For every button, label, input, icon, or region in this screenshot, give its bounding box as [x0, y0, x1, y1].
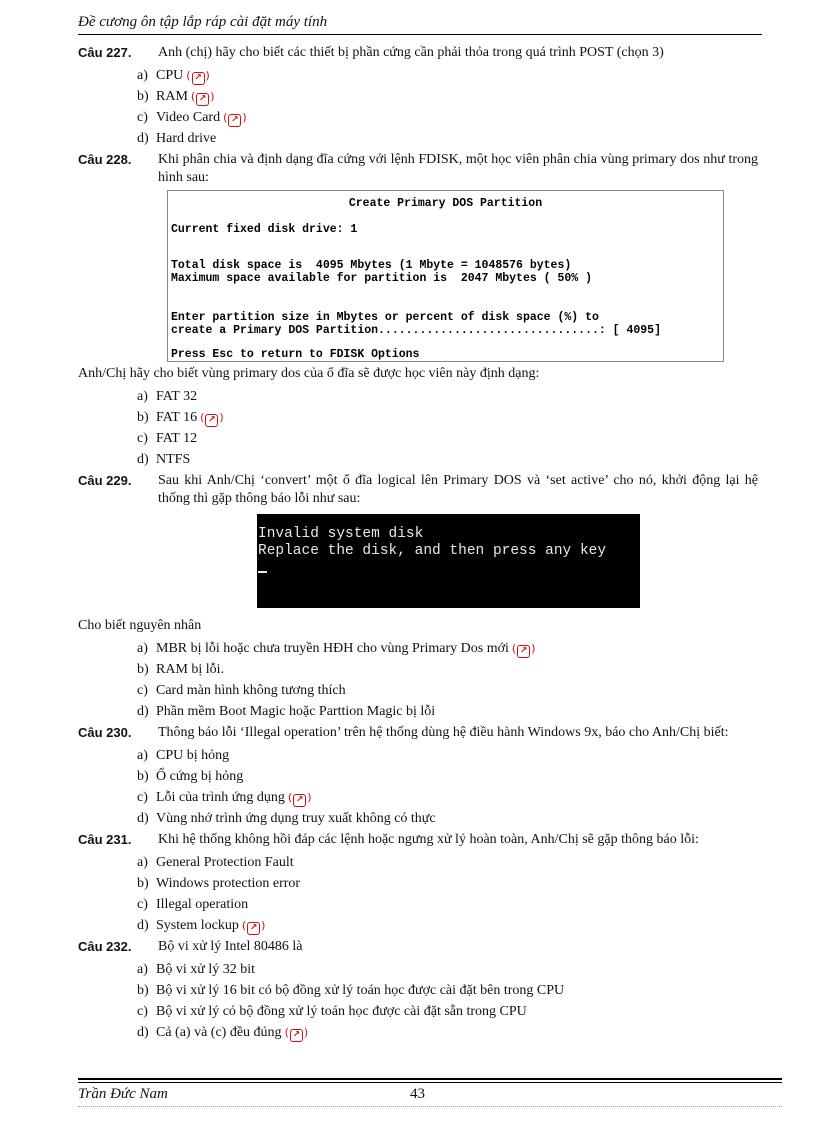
- option-letter: d): [137, 452, 149, 467]
- option-text: FAT 12: [156, 431, 198, 446]
- question-text: Khi phân chia và định dạng đĩa cứng với lệnh FDISK, một học viên phân chia vùng primary dos như trong hình sau:: [158, 152, 758, 185]
- fdisk-line: Press Esc to return to FDISK Options: [171, 348, 420, 361]
- option-text: Video Card: [156, 110, 221, 125]
- question-230: [78, 724, 758, 742]
- question-232: [78, 938, 758, 956]
- option: [78, 873, 758, 894]
- option-letter: d): [137, 131, 149, 146]
- option-text: Bộ vi xử lý 32 bit: [156, 962, 255, 977]
- option-letter: c): [137, 110, 148, 125]
- question-number: Câu 232.: [78, 939, 132, 954]
- option-text: NTFS: [156, 452, 191, 467]
- question-number: Câu 230.: [78, 725, 132, 740]
- correct-answer-icon: ( ↗ ): [241, 919, 266, 933]
- question-229: [78, 472, 758, 508]
- option-text: Phần mềm Boot Magic hoặc Parttion Magic bị lỗi: [156, 704, 436, 719]
- option-letter: c): [137, 431, 148, 446]
- question-227: [78, 44, 758, 62]
- option-text: General Protection Fault: [156, 855, 294, 870]
- correct-answer-icon: ( ↗ ): [186, 69, 210, 83]
- fdisk-line: Maximum space available for partition is 2047 Mbytes ( 50% ): [171, 272, 592, 285]
- option: [78, 915, 758, 936]
- question-228: [78, 151, 758, 187]
- option-text: Windows protection error: [156, 876, 301, 891]
- option-letter: a): [137, 68, 148, 83]
- question-text: Bộ vi xử lý Intel 80486 là: [158, 939, 303, 954]
- fdisk-line: Enter partition size in Mbytes or percent of disk space (%) to: [171, 311, 599, 324]
- question-number: Câu 227.: [78, 45, 132, 60]
- option-letter: d): [137, 1025, 149, 1040]
- correct-answer-icon: ( ↗ ): [287, 791, 312, 805]
- option-text: Hard drive: [156, 131, 217, 146]
- correct-answer-icon: ( ↗ ): [190, 90, 215, 104]
- footer-rule: [78, 1082, 782, 1083]
- question-231: [78, 831, 758, 849]
- option-letter: c): [137, 683, 148, 698]
- option-letter: a): [137, 641, 148, 656]
- option-letter: b): [137, 876, 149, 891]
- fdisk-title: Create Primary DOS Partition: [348, 197, 543, 210]
- option-letter: a): [137, 748, 148, 763]
- option: [78, 680, 758, 701]
- option: [78, 86, 758, 107]
- footer-rule: [78, 1078, 782, 1080]
- dos-cursor: [258, 571, 267, 573]
- correct-answer-icon: ( ↗ ): [511, 642, 536, 656]
- option-letter: b): [137, 769, 149, 784]
- option: [78, 449, 758, 470]
- option-letter: b): [137, 662, 149, 677]
- option-text: System lockup: [156, 918, 239, 933]
- option: [78, 980, 758, 1001]
- option-letter: d): [137, 704, 149, 719]
- option-text: RAM bị lỗi.: [156, 662, 225, 677]
- question-text: Khi hệ thống không hồi đáp các lệnh hoặc ngưng xử lý hoàn toàn, Anh/Chị sẽ gặp thông báo lỗi:: [158, 832, 699, 847]
- question-text: Thông báo lỗi ‘Illegal operation’ trên hệ thống dùng hệ điều hành Windows 9x, báo cho Anh/Chị biết:: [158, 725, 729, 740]
- option-text: CPU bị hỏng: [156, 748, 230, 763]
- question-number: Câu 228.: [78, 152, 132, 167]
- correct-answer-icon: ( ↗ ): [223, 111, 247, 125]
- option: [78, 638, 758, 659]
- question-number: Câu 229.: [78, 473, 132, 488]
- option-letter: b): [137, 89, 149, 104]
- option-letter: b): [137, 410, 149, 425]
- dos-line: Invalid system disk: [258, 526, 424, 542]
- option-text: CPU: [156, 68, 184, 83]
- option: [78, 808, 758, 829]
- question-number: Câu 231.: [78, 832, 132, 847]
- correct-answer-icon: ( ↗ ): [284, 1026, 309, 1040]
- footer-divider: [78, 1106, 782, 1107]
- question-list: [78, 44, 758, 1043]
- question-text: Anh (chị) hãy cho biết các thiết bị phần cứng cần phải thỏa trong quá trình POST (chọn 3): [158, 45, 664, 60]
- option-letter: d): [137, 811, 149, 826]
- dos-error-screenshot: [257, 514, 640, 608]
- option: [78, 128, 758, 149]
- option-letter: c): [137, 897, 148, 912]
- option-text: Cả (a) và (c) đều đúng: [156, 1025, 282, 1040]
- option-text: Lỗi của trình ứng dụng: [156, 790, 285, 805]
- option-letter: d): [137, 918, 149, 933]
- option: [78, 787, 758, 808]
- question-followup: Anh/Chị hãy cho biết vùng primary dos của ổ đĩa sẽ được học viên này định dạng:: [78, 366, 540, 381]
- option: [78, 1022, 758, 1043]
- option: [78, 407, 758, 428]
- fdisk-line: Current fixed disk drive: 1: [171, 223, 358, 236]
- option-letter: a): [137, 389, 148, 404]
- option-text: Ổ cứng bị hỏng: [156, 769, 244, 784]
- option-letter: b): [137, 983, 149, 998]
- option-text: Card màn hình không tương thích: [156, 683, 346, 698]
- page-number: 43: [410, 1086, 425, 1102]
- footer-author: Trần Đức Nam: [78, 1086, 168, 1102]
- option-text: Illegal operation: [156, 897, 249, 912]
- option: [78, 745, 758, 766]
- option-text: MBR bị lỗi hoặc chưa truyền HĐH cho vùng Primary Dos mới: [156, 641, 509, 656]
- fdisk-screenshot: [167, 190, 724, 362]
- option-text: FAT 32: [156, 389, 198, 404]
- question-text: Sau khi Anh/Chị ‘convert’ một ổ đĩa logical lên Primary DOS và ‘set active’ cho nó, khởi động lại hệ thống thì gặp thông báo lỗi như sau:: [158, 473, 758, 506]
- option: [78, 65, 758, 86]
- option-letter: a): [137, 962, 148, 977]
- option-text: Bộ vi xử lý có bộ đồng xử lý toán học được cài đặt sẵn trong CPU: [156, 1004, 527, 1019]
- option: [78, 107, 758, 128]
- option-letter: c): [137, 1004, 148, 1019]
- correct-answer-icon: ( ↗ ): [200, 411, 224, 425]
- option: [78, 766, 758, 787]
- option: [78, 386, 758, 407]
- option: [78, 959, 758, 980]
- question-followup: Cho biết nguyên nhân: [78, 618, 202, 633]
- option-text: Vùng nhớ trình ứng dụng truy xuất không có thực: [156, 811, 436, 826]
- option: [78, 701, 758, 722]
- option: [78, 659, 758, 680]
- option-letter: a): [137, 855, 148, 870]
- option: [78, 852, 758, 873]
- option-text: RAM: [156, 89, 188, 104]
- fdisk-line: Total disk space is 4095 Mbytes (1 Mbyte = 1048576 bytes): [171, 259, 572, 272]
- option: [78, 428, 758, 449]
- fdisk-line: create a Primary DOS Partition................................: [ 4095]: [171, 324, 661, 337]
- option-letter: c): [137, 790, 148, 805]
- option: [78, 894, 758, 915]
- dos-line: Replace the disk, and then press any key: [258, 543, 607, 559]
- page-header: Đề cương ôn tập lắp ráp cài đặt máy tính: [78, 14, 762, 35]
- option: [78, 1001, 758, 1022]
- option-text: FAT 16: [156, 410, 198, 425]
- option-text: Bộ vi xử lý 16 bit có bộ đồng xử lý toán học được cài đặt bên trong CPU: [156, 983, 565, 998]
